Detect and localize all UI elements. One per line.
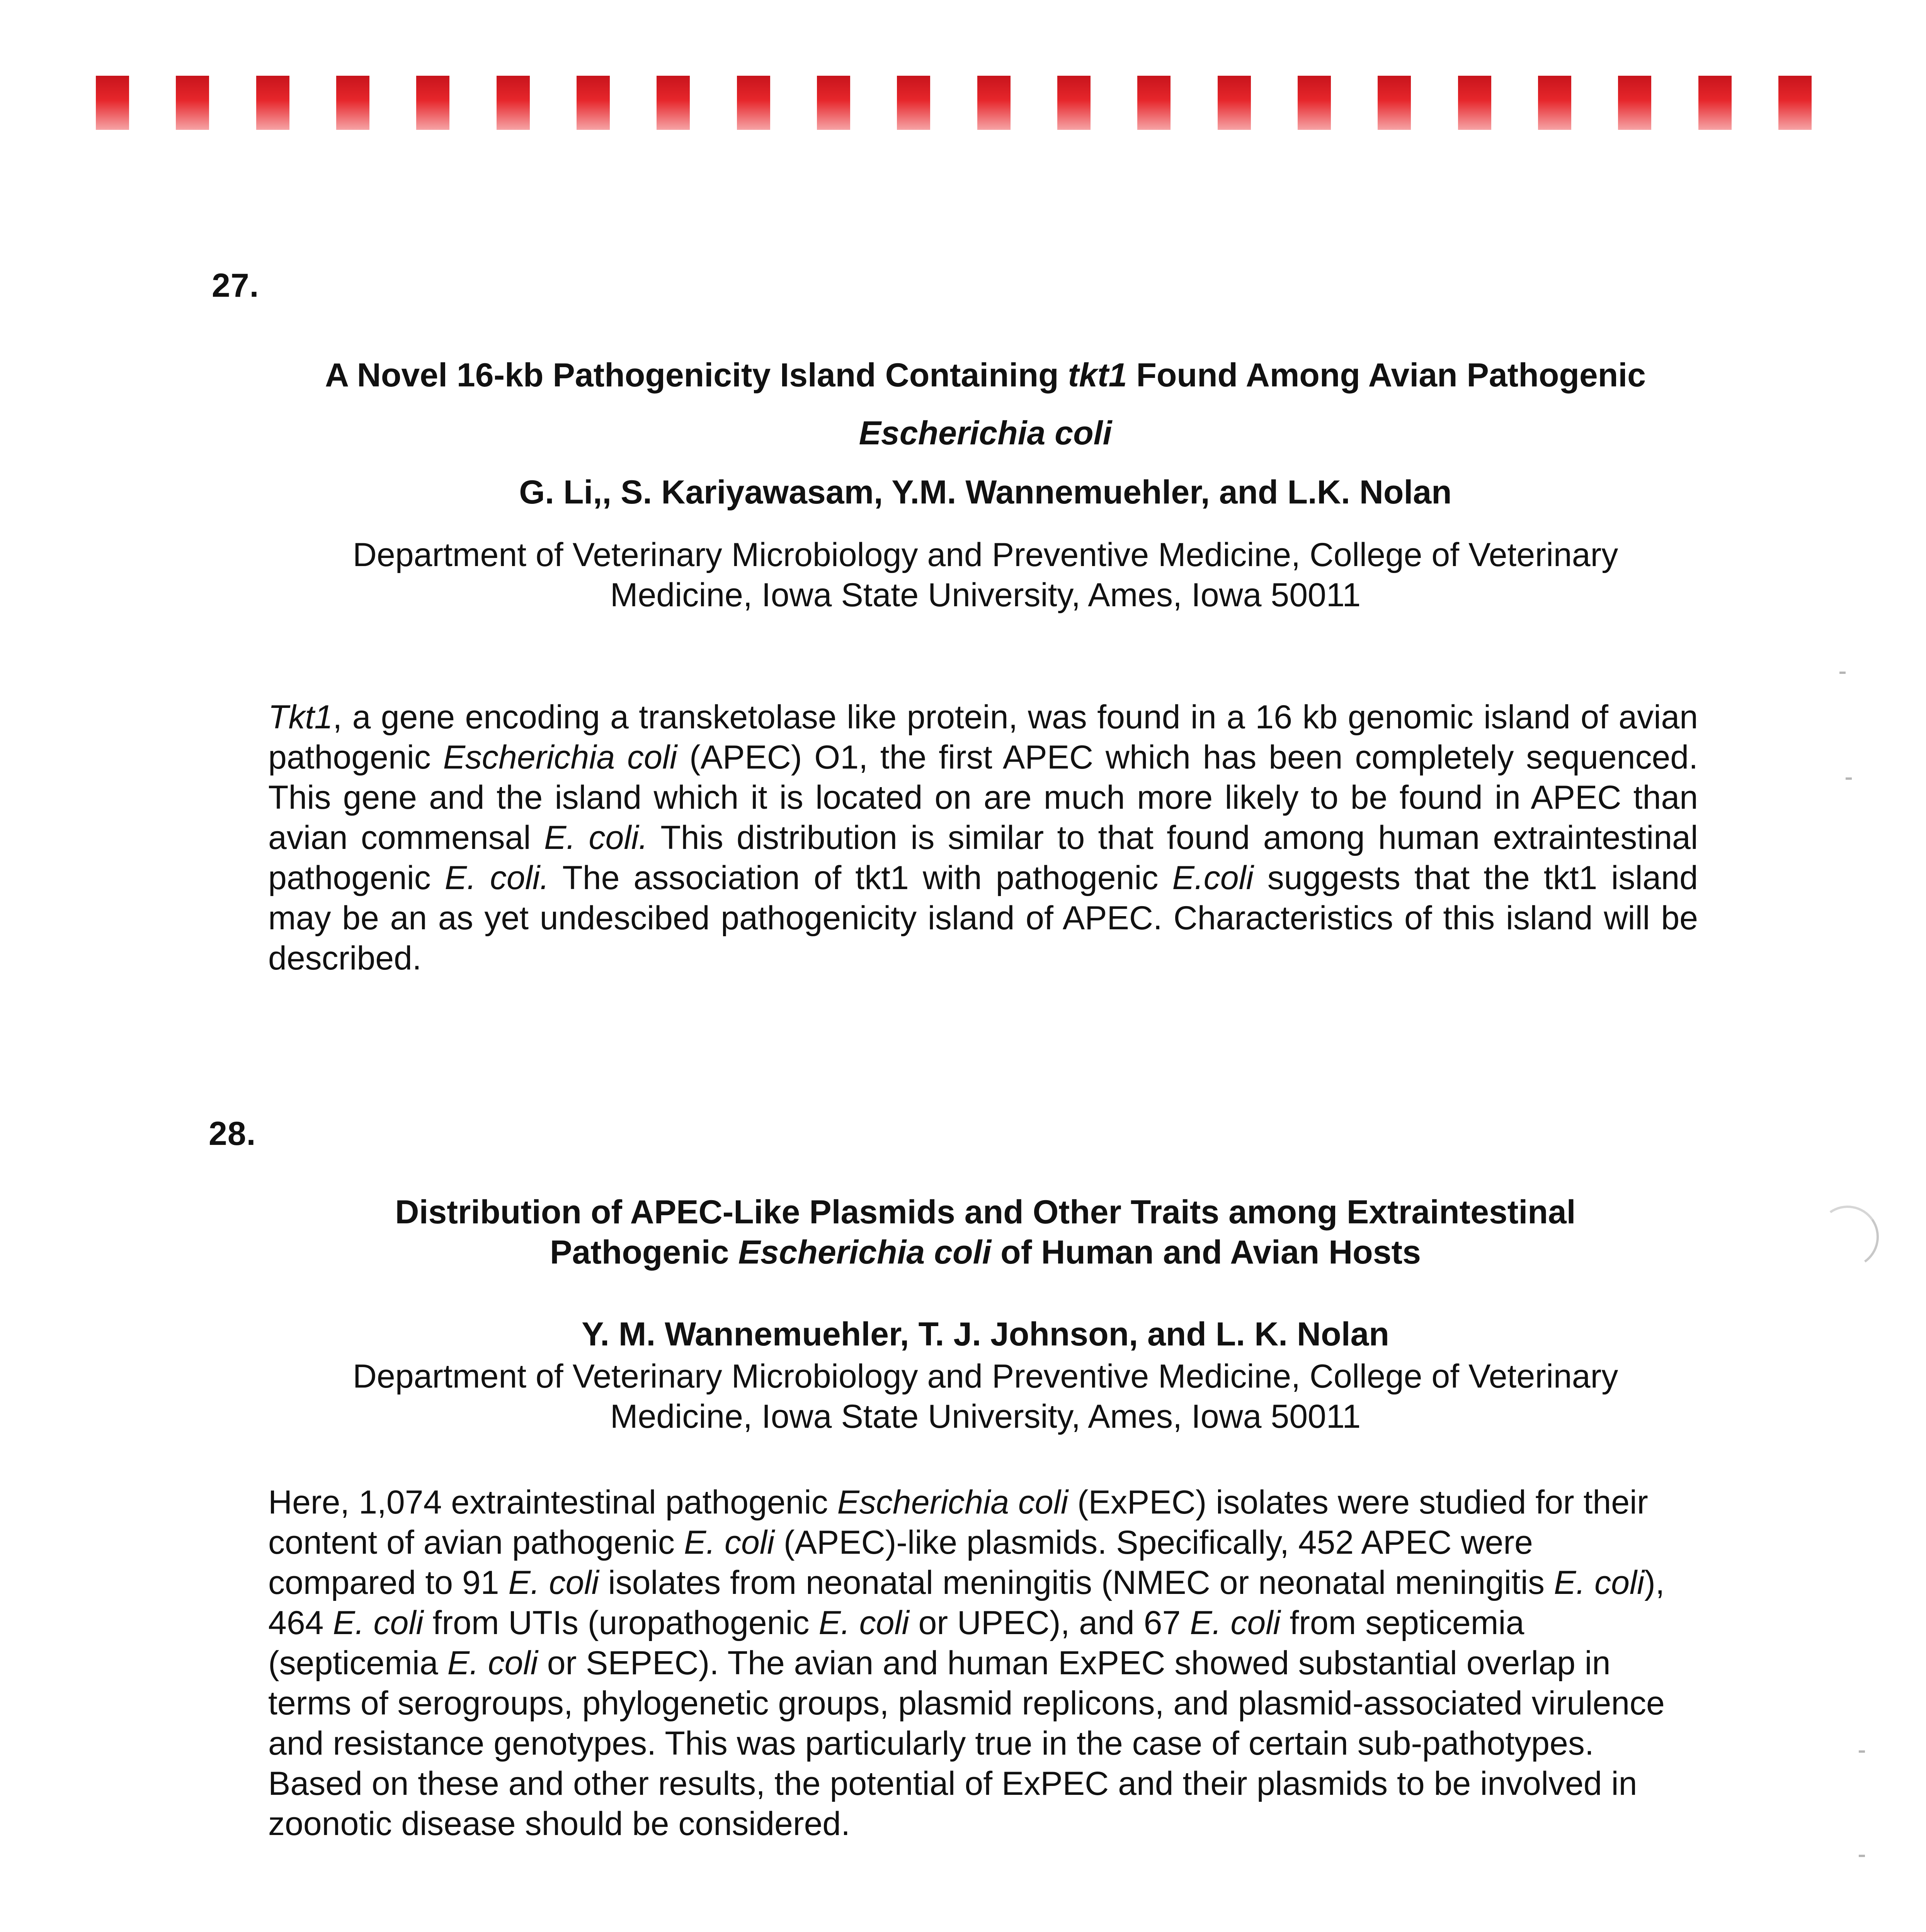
header-dash (176, 76, 209, 130)
abstract-title (232, 346, 1739, 462)
margin-mark (1859, 1750, 1865, 1753)
header-dash (1298, 76, 1331, 130)
header-dash (336, 76, 369, 130)
header-dash (1538, 76, 1571, 130)
abstract-number: 27. (212, 267, 259, 304)
abstract-title-line: A Novel 16-kb Pathogenicity Island Containing tkt1 Found Among Avian Pathogenic (325, 357, 1646, 394)
header-dash (256, 76, 289, 130)
header-dash (1698, 76, 1732, 130)
header-dash (1458, 76, 1491, 130)
header-dash (897, 76, 930, 130)
affiliation-line: Medicine, Iowa State University, Ames, Iowa 50011 (610, 1398, 1361, 1435)
punch-hole-mark (1811, 1201, 1884, 1273)
margin-mark (1859, 1855, 1865, 1857)
abstract-number: 28. (209, 1115, 256, 1152)
abstract-authors: G. Li,, S. Kariyawasam, Y.M. Wannemuehler, and L.K. Nolan (519, 474, 1452, 511)
header-dash (96, 76, 129, 130)
abstract-affiliation (232, 1356, 1739, 1437)
margin-mark (1846, 777, 1852, 780)
affiliation-line: Medicine, Iowa State University, Ames, Iowa 50011 (610, 577, 1361, 614)
affiliation-line: Department of Veterinary Microbiology and Preventive Medicine, College of Veterinary (352, 536, 1618, 573)
header-dash (416, 76, 449, 130)
header-dash (1137, 76, 1171, 130)
abstract-title-line: Pathogenic Escherichia coli of Human and Avian Hosts (550, 1234, 1421, 1271)
affiliation-line: Department of Veterinary Microbiology and Preventive Medicine, College of Veterinary (352, 1358, 1618, 1395)
margin-mark (1839, 672, 1846, 674)
header-dash (1218, 76, 1251, 130)
header-dash (577, 76, 610, 130)
abstract-body: Tkt1, a gene encoding a transketolase like protein, was found in a 16 kb genomic island of avian pathogenic Escherichia coli (APEC) O1, the first APEC which has been completely sequenced. This gene and the island which it is located on are much more likely to be found in APEC than avian commensal E. coli. This distribution is similar to that found among human extraintestinal pathogenic E. coli. The association of tkt1 with pathogenic E.coli suggests that the tkt1 island may be an as yet undescibed pathogenicity island of APEC. Characteristics of this island will be described. (268, 699, 1698, 977)
abstract-title (232, 1192, 1739, 1272)
header-dash (1778, 76, 1812, 130)
header-dash (657, 76, 690, 130)
header-dash (817, 76, 850, 130)
abstract-title-line: Escherichia coli (859, 415, 1112, 452)
header-dash (737, 76, 770, 130)
abstract-affiliation (232, 535, 1739, 615)
gene-name: tkt1 (1068, 357, 1127, 394)
header-dash (497, 76, 530, 130)
header-dash (1057, 76, 1091, 130)
header-dash (977, 76, 1011, 130)
header-dash (1618, 76, 1651, 130)
header-dash (1378, 76, 1411, 130)
abstract-body: Here, 1,074 extraintestinal pathogenic Escherichia coli (ExPEC) isolates were studied for their content of avian pathogenic E. coli (APEC)-like plasmids. Specifically, 452 APEC were compared to 91 E. coli isolates from neonatal meningitis (NMEC or neonatal meningitis E. coli), 464 E. coli from UTIs (uropathogenic E. coli or UPEC), and 67 E. coli from septicemia (septicemia E. coli or SEPEC). The avian and human ExPEC showed substantial overlap in terms of serogroups, phylogenetic groups, plasmid replicons, and plasmid-associated virulence and resistance genotypes. This was particularly true in the case of certain sub-pathotypes. Based on these and other results, the potential of ExPEC and their plasmids to be involved in zoonotic disease should be considered. (268, 1484, 1665, 1842)
abstract-authors: Y. M. Wannemuehler, T. J. Johnson, and L. K. Nolan (582, 1316, 1389, 1353)
abstract-title-line: Distribution of APEC-Like Plasmids and Other Traits among Extraintestinal (395, 1194, 1576, 1231)
header-dash-bar (96, 76, 1812, 130)
